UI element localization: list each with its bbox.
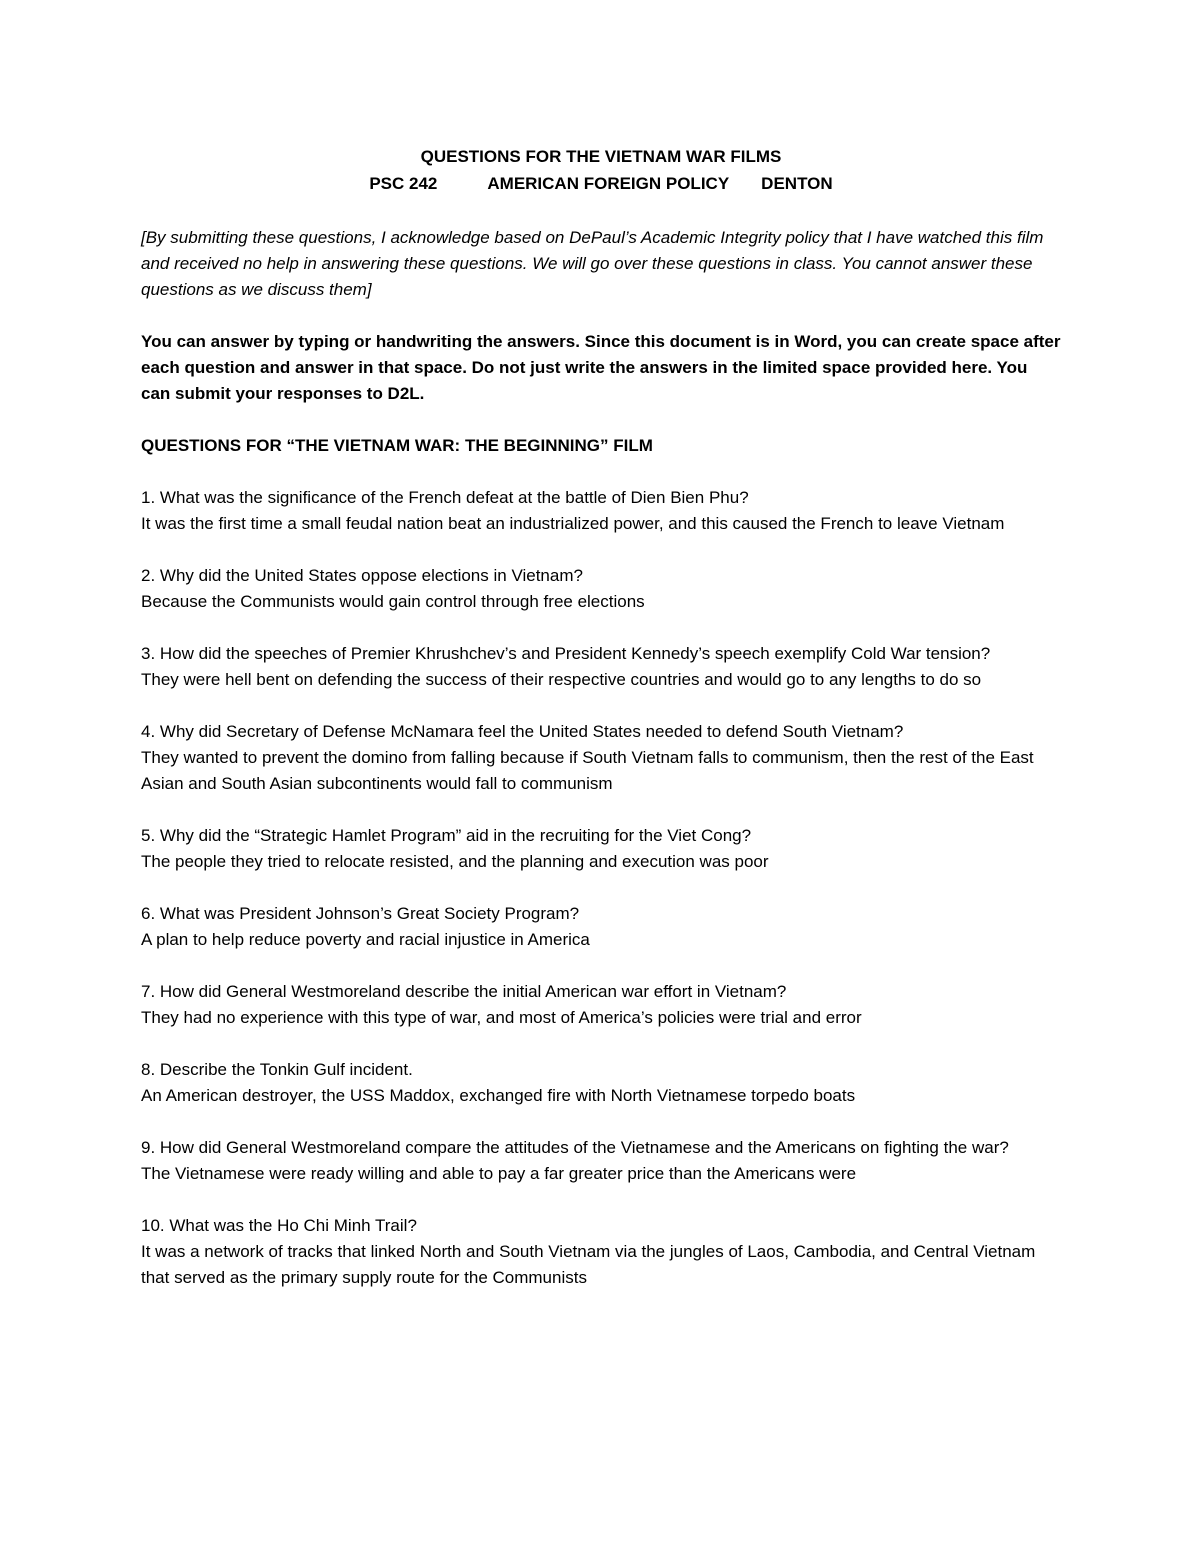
question-text: 1. What was the significance of the French defeat at the battle of Dien Bien Phu? [141,488,749,507]
question-item [141,979,1061,1031]
answer-text: An American destroyer, the USS Maddox, exchanged fire with North Vietnamese torpedo boats [141,1086,856,1105]
question-item [141,719,1061,797]
question-text: 6. What was President Johnson’s Great Society Program? [141,904,580,923]
question-item [141,1213,1061,1291]
question-text: 4. Why did Secretary of Defense McNamara feel the United States needed to defend South Vietnam? [141,722,904,741]
question-item [141,563,1061,615]
question-item [141,1135,1061,1187]
course-name: AMERICAN FOREIGN POLICY [487,174,730,193]
question-item [141,485,1061,537]
question-item [141,823,1061,875]
answer-text: The people they tried to relocate resisted, and the planning and execution was poor [141,852,769,871]
course-header [141,170,1061,198]
document-body [141,143,1061,1291]
question-text: 3. How did the speeches of Premier Khrushchev’s and President Kennedy’s speech exemplify Cold War tension? [141,644,991,663]
course-code: PSC 242 [369,174,438,193]
answer-text: They had no experience with this type of war, and most of America’s policies were trial and error [141,1008,862,1027]
question-item [141,901,1061,953]
answer-text: It was the first time a small feudal nation beat an industrialized power, and this caused the French to leave Vietnam [141,514,1005,533]
answer-text: The Vietnamese were ready willing and able to pay a far greater price than the Americans were [141,1164,857,1183]
question-text: 8. Describe the Tonkin Gulf incident. [141,1060,413,1079]
question-text: 9. How did General Westmoreland compare the attitudes of the Vietnamese and the Americans on fighting the war? [141,1138,1009,1157]
answer-text: It was a network of tracks that linked North and South Vietnam via the jungles of Laos, Cambodia, and Central Vietnam that served as the primary supply route for the Communists [141,1242,1036,1287]
answer-text: They wanted to prevent the domino from falling because if South Vietnam falls to communism, then the rest of the East Asian and South Asian subcontinents would fall to communism [141,748,1034,793]
answer-text: Because the Communists would gain control through free elections [141,592,645,611]
question-item [141,1057,1061,1109]
academic-integrity-disclaimer: [By submitting these questions, I acknowledge based on DePaul’s Academic Integrity policy that I have watched this film and received no help in answering these questions. We will go over these questions in class. You cannot answer these questions as we discuss them] [141,228,1044,299]
section-heading: QUESTIONS FOR “THE VIETNAM WAR: THE BEGINNING” FILM [141,436,653,455]
question-text: 7. How did General Westmoreland describe the initial American war effort in Vietnam? [141,982,787,1001]
document-title: QUESTIONS FOR THE VIETNAM WAR FILMS [420,147,782,166]
question-text: 5. Why did the “Strategic Hamlet Program” aid in the recruiting for the Viet Cong? [141,826,752,845]
question-text: 10. What was the Ho Chi Minh Trail? [141,1216,417,1235]
answer-text: They were hell bent on defending the success of their respective countries and would go to any lengths to do so [141,670,982,689]
submission-instructions: You can answer by typing or handwriting the answers. Since this document is in Word, you can create space after each question and answer in that space. Do not just write the answers in the limited space provided here. You can submit your responses to D2L. [141,332,1061,403]
question-text: 2. Why did the United States oppose elections in Vietnam? [141,566,583,585]
course-instructor: DENTON [761,174,833,193]
question-item [141,641,1061,693]
answer-text: A plan to help reduce poverty and racial injustice in America [141,930,590,949]
